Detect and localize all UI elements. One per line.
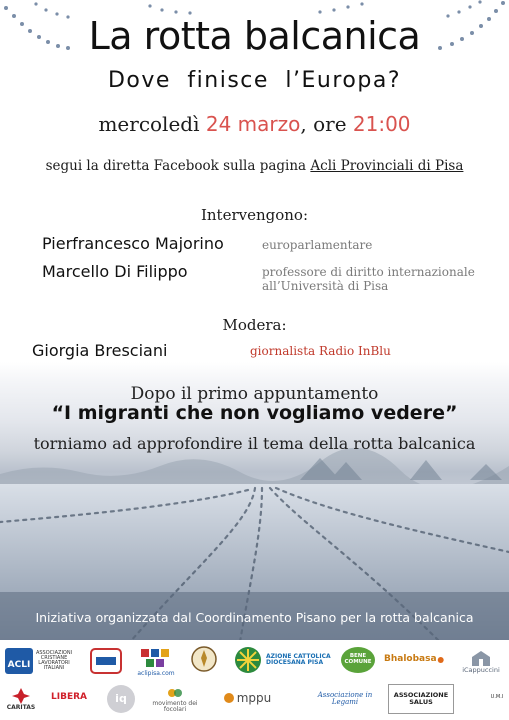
speaker-role-line2: all’Università di Pisa xyxy=(262,279,389,293)
caritas-flame-icon xyxy=(11,687,31,705)
moderator-role: giornalista Radio InBlu xyxy=(250,344,391,358)
libera-logo: LIBERA xyxy=(52,684,86,712)
partner-logos xyxy=(0,640,509,720)
in-legami-logo: Associazione in Legami xyxy=(317,690,373,706)
event-time-prefix: , ore xyxy=(300,112,347,136)
speaker-name: Pierfrancesco Majorino xyxy=(42,234,224,253)
acli-pisa-badge-logo xyxy=(90,648,122,674)
acli-text-logo: ASSOCIAZIONI CRISTIANE LAVORATORI ITALIANI xyxy=(35,649,73,672)
acli-logo-text: ACLI xyxy=(7,660,31,670)
acli-logo xyxy=(4,646,34,676)
speakers-heading: Intervengono: xyxy=(200,206,309,224)
followup-text: torniamo ad approfondire il tema della rotta balcanica xyxy=(33,434,476,453)
facebook-page-link[interactable]: Acli Provinciali di Pisa xyxy=(310,158,464,174)
iq-logo: iq xyxy=(106,684,136,714)
mppu-icon xyxy=(223,692,235,704)
followup-intro: Dopo il primo appuntamento xyxy=(130,384,379,404)
mppu-logo: mppu xyxy=(214,686,280,710)
aclipisa-url: aclipisa.com xyxy=(137,669,175,677)
organizer-credit: Iniziativa organizzata dal Coordinamento Pisano per la rotta balcanica xyxy=(35,610,474,625)
facebook-text: segui la diretta Facebook sulla pagina xyxy=(45,158,307,174)
bhalobasa-icon xyxy=(437,655,444,665)
focolari-icon xyxy=(166,685,184,701)
bene-comune-logo: BENE COMUNE xyxy=(340,646,376,674)
event-time: 21:00 xyxy=(352,112,411,136)
event-datetime xyxy=(0,112,509,136)
azione-cattolica-icon xyxy=(232,644,264,676)
speaker-role-line1: professore di diritto internazionale xyxy=(262,265,475,279)
umi-logo: U.M.I xyxy=(490,694,504,701)
event-date: 24 marzo xyxy=(205,112,301,136)
speaker-role: europarlamentare xyxy=(262,238,373,252)
aclipisa-logo xyxy=(136,642,176,682)
event-title: La rotta balcanica xyxy=(88,14,421,58)
caritas-logo: CARITAS xyxy=(4,682,38,716)
facebook-live-notice xyxy=(0,158,509,174)
followup-quote: “I migranti che non vogliamo vedere” xyxy=(51,402,458,424)
speaker-name: Marcello Di Filippo xyxy=(42,262,188,281)
moderator-name: Giorgia Bresciani xyxy=(32,341,168,360)
cappuccini-logo: iCappuccini xyxy=(454,644,508,678)
scout-emblem-logo xyxy=(190,644,218,676)
event-subtitle: Dove finisce l’Europa? xyxy=(107,68,402,93)
event-day: mercoledì xyxy=(98,112,200,136)
moderator-heading: Modera: xyxy=(222,316,287,334)
focolari-logo: movimento dei focolari xyxy=(148,682,202,716)
bhalobasa-logo: Bhalobasa xyxy=(384,652,444,668)
azione-cattolica-text: AZIONE CATTOLICA DIOCESANA PISA xyxy=(266,652,331,666)
salus-logo: ASSOCIAZIONE SALUS xyxy=(388,684,454,714)
